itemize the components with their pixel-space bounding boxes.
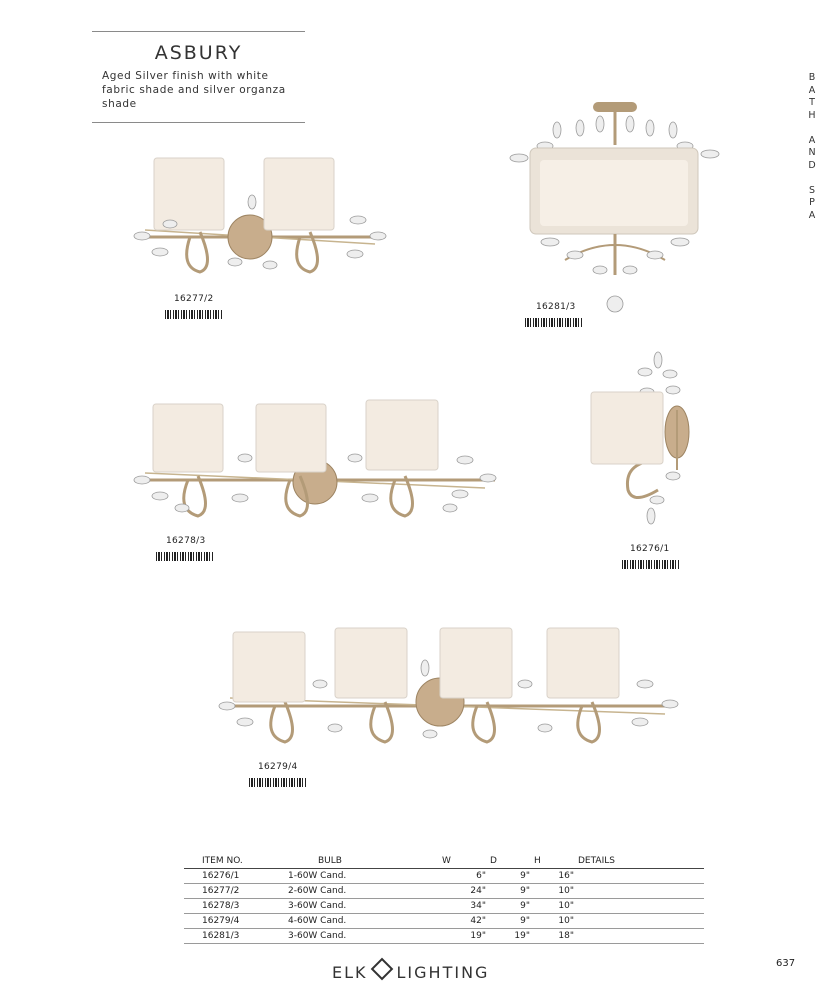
table-row: [184, 899, 704, 914]
diamond-icon: [370, 958, 393, 981]
barcode: [156, 552, 213, 561]
product-image-16279-4: [215, 622, 680, 752]
cell-item-no: 16276/1: [184, 869, 278, 884]
cell-bulb: 1-60W Cand.: [278, 869, 440, 884]
section-label-char: [806, 122, 818, 135]
cell-bulb: 2-60W Cand.: [278, 884, 440, 899]
table-row: [184, 929, 704, 944]
cell-details: [576, 914, 704, 929]
product-code: 16281/3: [536, 302, 576, 312]
product-image-16278-3: [130, 398, 500, 528]
cell-d: 9": [488, 884, 532, 899]
cell-h: 16": [532, 869, 576, 884]
cell-d: 9": [488, 899, 532, 914]
cell-bulb: 3-60W Cand.: [278, 899, 440, 914]
brand-logo: [332, 961, 489, 982]
section-label-char: N: [808, 147, 816, 158]
cell-h: 10": [532, 899, 576, 914]
cell-item-no: 16278/3: [184, 899, 278, 914]
barcode: [622, 560, 679, 569]
section-label-char: B: [808, 72, 816, 83]
spec-table: [184, 855, 704, 944]
section-label: [806, 72, 818, 222]
header-bottom-rule: [92, 122, 305, 123]
product-code: 16277/2: [174, 294, 214, 304]
cell-item-no: 16281/3: [184, 929, 278, 944]
product-image-16281-3: [505, 100, 725, 320]
cell-w: 24": [440, 884, 488, 899]
cell-h: 10": [532, 884, 576, 899]
cell-bulb: 3-60W Cand.: [278, 929, 440, 944]
table-row: [184, 884, 704, 899]
cell-h: 18": [532, 929, 576, 944]
section-label-char: D: [808, 159, 816, 171]
section-label-char: H: [808, 109, 816, 121]
cell-d: 9": [488, 869, 532, 884]
brand-logo-left: ELK: [332, 963, 368, 982]
spec-table-header-row: [184, 855, 704, 869]
cell-item-no: 16279/4: [184, 914, 278, 929]
page-number: 637: [776, 958, 796, 969]
section-label-char: A: [808, 134, 816, 146]
cell-bulb: 4-60W Cand.: [278, 914, 440, 929]
cell-d: 19": [488, 929, 532, 944]
product-code: 16279/4: [258, 762, 298, 772]
cell-w: 19": [440, 929, 488, 944]
cell-w: 34": [440, 899, 488, 914]
cell-d: 9": [488, 914, 532, 929]
collection-description: Aged Silver finish with white fabric shade and silver organza shade: [102, 70, 286, 110]
header-h: H: [532, 855, 576, 869]
header-bulb: BULB: [278, 855, 440, 869]
cell-details: [576, 869, 704, 884]
header-details: DETAILS: [576, 855, 704, 869]
section-label-char: S: [808, 184, 816, 196]
product-code: 16278/3: [166, 536, 206, 546]
table-row: [184, 869, 704, 884]
cell-details: [576, 929, 704, 944]
section-label-char: A: [808, 209, 816, 221]
cell-w: 6": [440, 869, 488, 884]
cell-h: 10": [532, 914, 576, 929]
header-d: D: [488, 855, 532, 869]
page-title: ASBURY: [154, 42, 243, 64]
product-code: 16276/1: [630, 544, 670, 554]
section-label-char: [806, 172, 818, 185]
section-label-char: T: [809, 97, 815, 108]
barcode: [165, 310, 222, 319]
cell-details: [576, 884, 704, 899]
product-image-16277-2: [130, 150, 390, 285]
cell-details: [576, 899, 704, 914]
header-top-rule: [92, 31, 305, 32]
header-w: W: [440, 855, 488, 869]
barcode: [525, 318, 582, 327]
barcode: [249, 778, 306, 787]
section-label-char: P: [809, 197, 815, 208]
cell-item-no: 16277/2: [184, 884, 278, 899]
product-image-16276-1: [585, 350, 695, 530]
cell-w: 42": [440, 914, 488, 929]
header-item-no: ITEM NO.: [184, 855, 278, 869]
table-row: [184, 914, 704, 929]
brand-logo-right: LIGHTING: [396, 963, 490, 982]
section-label-char: A: [808, 84, 816, 96]
